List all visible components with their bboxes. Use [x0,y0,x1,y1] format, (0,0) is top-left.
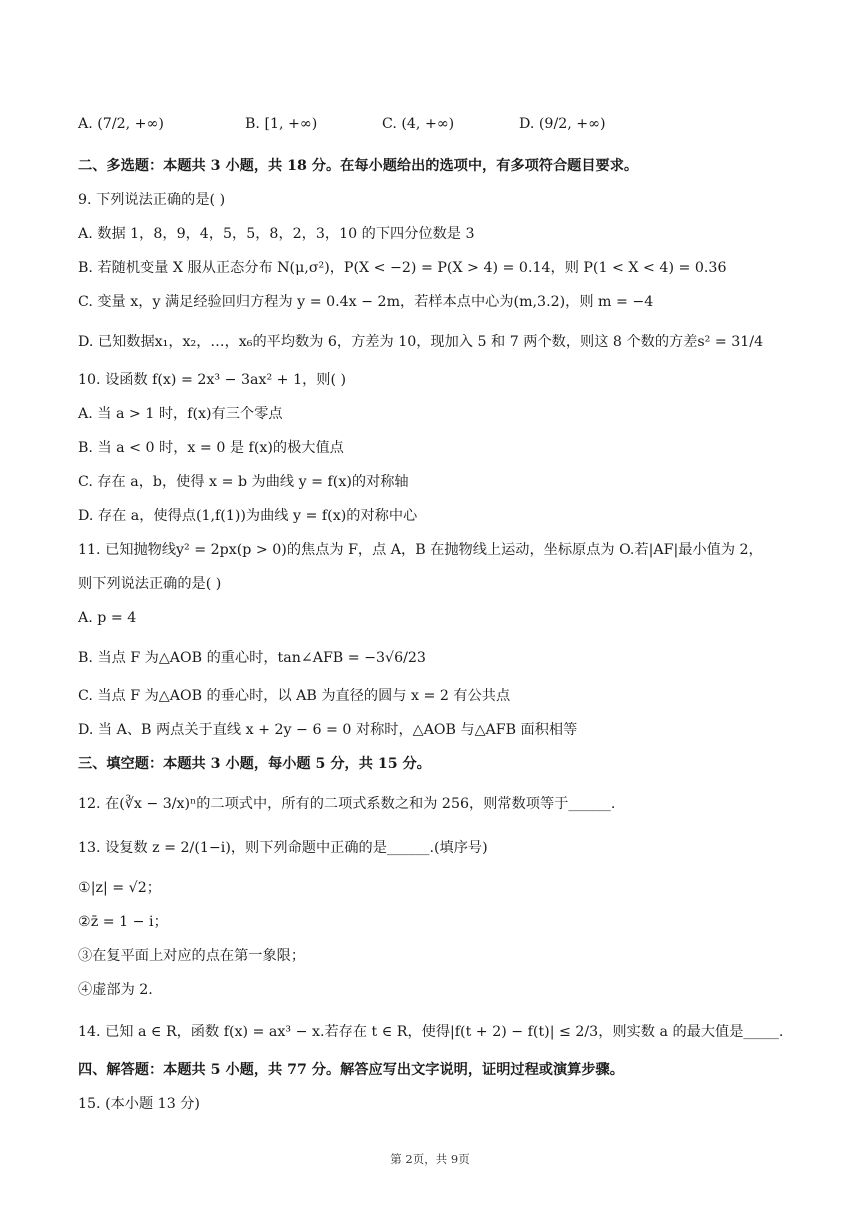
q9-option-d: D. 已知数据x₁，x₂，…，x₆的平均数为 6，方差为 10，现加入 5 和 7 两个数，则这 8 个数的方差s² = 31/4 [78,334,764,350]
q15-heading: 15. (本小题 13 分) [78,1096,200,1112]
q8-option-b: B. [1, +∞) [245,116,318,132]
q8-option-a: A. (7/2, +∞) [78,116,164,132]
q8-option-d: D. (9/2, +∞) [519,116,606,132]
q9-stem: 9. 下列说法正确的是( ) [78,192,226,208]
section-heading-solutions: 四、解答题：本题共 5 小题，共 77 分。解答应写出文字说明，证明过程或演算步骤。 [78,1062,624,1078]
q11-option-b: B. 当点 F 为△AOB 的重心时，tan∠AFB = −3√6/23 [78,650,426,666]
q10-option-c: C. 存在 a，b，使得 x = b 为曲线 y = f(x)的对称轴 [78,474,409,490]
q9-option-c: C. 变量 x，y 满足经验回归方程为 y = 0.4x − 2m，若样本点中心为(m,3.2)，则 m = −4 [78,294,654,310]
q10-option-b: B. 当 a < 0 时，x = 0 是 f(x)的极大值点 [78,440,344,456]
q11-option-d: D. 当 A、B 两点关于直线 x + 2y − 6 = 0 对称时，△AOB 与△AFB 面积相等 [78,722,578,738]
q8-options [78,116,778,138]
q11-option-a: A. p = 4 [78,610,137,626]
q10-option-a: A. 当 a > 1 时，f(x)有三个零点 [78,406,283,422]
q14-text: 14. 已知 a ∈ R，函数 f(x) = ax³ − x.若存在 t ∈ R，使得|f(t + 2) − f(t)| ≤ 2/3，则实数 a 的最大值是_____. [78,1024,784,1040]
page-footer: 第 2页，共 9页 [390,1152,470,1166]
q11-option-c: C. 当点 F 为△AOB 的垂心时，以 AB 为直径的圆与 x = 2 有公共点 [78,688,511,704]
q12-text: 12. 在(∛x − 3/x)ⁿ的二项式中，所有的二项式系数之和为 256，则常数项等于______. [78,796,616,812]
q8-option-c: C. (4, +∞) [382,116,455,132]
q11-stem-line2: 则下列说法正确的是( ) [78,576,222,592]
section-heading-fill-in: 三、填空题：本题共 3 小题，每小题 5 分，共 15 分。 [78,756,431,772]
q9-option-b: B. 若随机变量 X 服从正态分布 N(μ,σ²)，P(X < −2) = P(X > 4) = 0.14，则 P(1 < X < 4) = 0.36 [78,260,727,276]
q11-stem-line1: 11. 已知抛物线y² = 2px(p > 0)的焦点为 F，点 A，B 在抛物线上运动，坐标原点为 O.若|AF|最小值为 2， [78,542,763,558]
q9-option-a: A. 数据 1，8，9，4，5，5，8，2，3，10 的下四分位数是 3 [78,226,475,242]
q13-item-3: ③在复平面上对应的点在第一象限； [78,948,306,964]
q13-stem: 13. 设复数 z = 2/(1−i)，则下列命题中正确的是______.(填序号) [78,840,488,856]
q10-option-d: D. 存在 a，使得点(1,f(1))为曲线 y = f(x)的对称中心 [78,508,418,524]
section-heading-multiple-choice: 二、多选题：本题共 3 小题，共 18 分。在每小题给出的选项中，有多项符合题目要求。 [78,158,639,174]
q13-item-1: ①|z| = √2； [78,880,161,896]
q13-item-2: ②z̄ = 1 − i； [78,914,168,930]
q10-stem: 10. 设函数 f(x) = 2x³ − 3ax² + 1，则( ) [78,372,347,388]
q13-item-4: ④虚部为 2. [78,982,153,998]
